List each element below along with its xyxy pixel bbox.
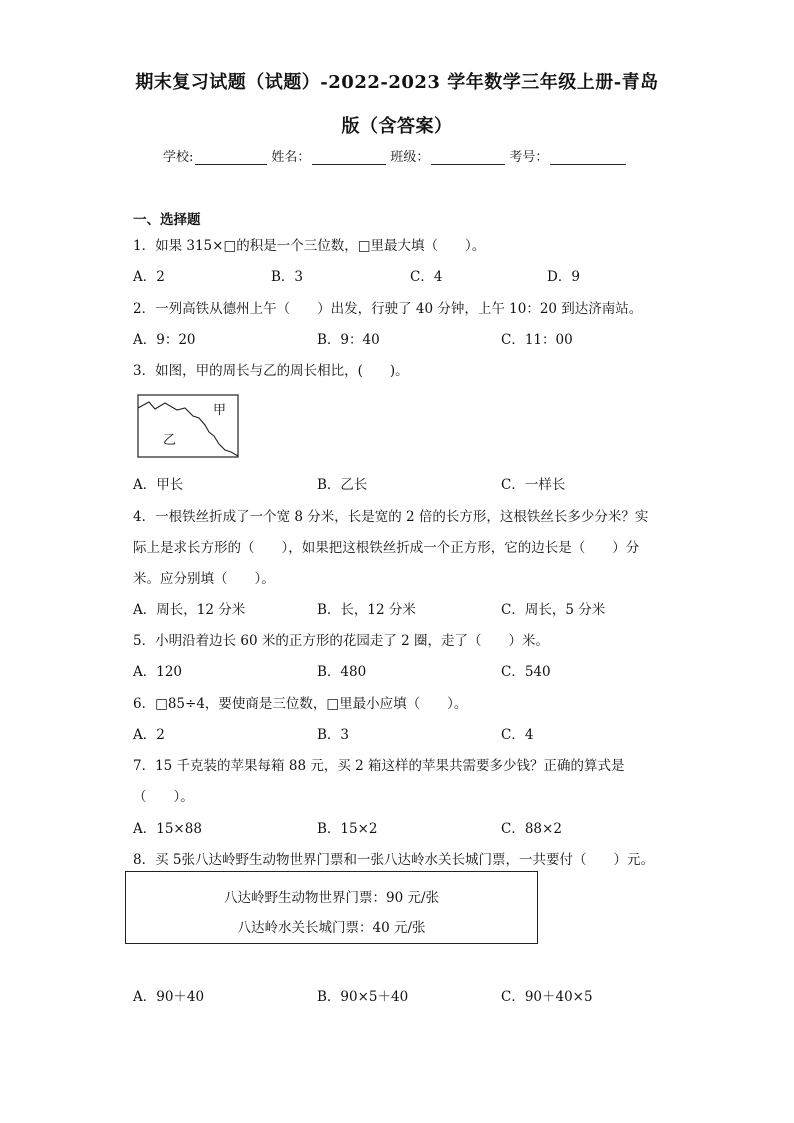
option-c: C．540: [501, 664, 551, 680]
student-info-row: [163, 146, 630, 165]
section-title: 一、选择题: [133, 212, 201, 228]
number-blank: [550, 150, 626, 165]
option-c: C．88×2: [501, 821, 562, 837]
perimeter-figure: [137, 394, 239, 458]
option-b: B．15×2: [317, 821, 378, 837]
option-a: A．2: [133, 269, 165, 285]
number-label: 考号：: [509, 150, 549, 165]
school-label: 学校:: [163, 150, 194, 165]
option-a: A．甲长: [133, 477, 184, 493]
option-c: C．4: [410, 269, 443, 285]
option-b: B．9：40: [317, 332, 380, 348]
option-c: C．11：00: [501, 332, 573, 348]
question-8-text: 8．买 5张八达岭野生动物世界门票和一张八达岭水关长城门票，一共要付（ ）元。: [133, 852, 654, 868]
option-d: D．9: [547, 269, 580, 285]
option-a: A．15×88: [133, 821, 202, 837]
name-blank: [312, 150, 386, 165]
page-title-line1: 期末复习试题（试题）-2022-2023 学年数学三年级上册-青岛: [135, 72, 659, 93]
option-c: C．周长，5 分米: [501, 602, 606, 618]
option-c: C．90＋40×5: [501, 989, 593, 1005]
option-b: B．3: [317, 727, 350, 743]
option-a: A．周长，12 分米: [133, 602, 246, 618]
question-1-text: 1．如果 315×□的积是一个三位数，□里最大填（ ）。: [133, 238, 486, 254]
question-4-text-line3: 米。应分别填（ ）。: [133, 571, 275, 587]
option-a: A．120: [133, 664, 183, 680]
question-3-text: 3．如图，甲的周长与乙的周长相比，( )。: [133, 363, 409, 379]
option-b: B．3: [271, 269, 304, 285]
question-2-text: 2．一列高铁从德州上午（ ）出发，行驶了 40 分钟，上午 10：20 到达济南站。: [133, 301, 643, 317]
ticket-price-line-2: 八达岭水关长城门票：40 元/张: [237, 920, 426, 936]
question-7-text-line1: 7．15 千克装的苹果每箱 88 元，买 2 箱这样的苹果共需要多少钱？正确的算式是: [133, 758, 625, 774]
option-a: A．90＋40: [133, 989, 205, 1005]
class-label: 班级：: [390, 150, 430, 165]
label-yi: 乙: [163, 433, 177, 448]
option-b: B．乙长: [317, 477, 368, 493]
option-b: B．长，12 分米: [317, 602, 416, 618]
school-blank: [195, 150, 267, 165]
option-b: B．90×5＋40: [317, 989, 409, 1005]
ticket-price-box: [125, 871, 538, 944]
question-4-text-line2: 际上是求长方形的（ ），如果把这根铁丝折成一个正方形，它的边长是（ ）分: [133, 540, 640, 556]
name-label: 姓名：: [271, 150, 311, 165]
option-a: A．9：20: [133, 332, 196, 348]
option-c: C．一样长: [501, 477, 566, 493]
class-blank: [431, 150, 505, 165]
option-a: A．2: [133, 727, 165, 743]
page-title-line2: 版（含答案）: [341, 116, 453, 137]
question-5-text: 5．小明沿着边长 60 米的正方形的花园走了 2 圈，走了（ ）米。: [133, 633, 550, 649]
question-6-text: 6．□85÷4，要使商是三位数，□里最小应填（ ）。: [133, 696, 468, 712]
question-4-text-line1: 4．一根铁丝折成了一个宽 8 分米，长是宽的 2 倍的长方形，这根铁丝长多少分米？实: [133, 509, 649, 525]
ticket-price-line-1: 八达岭野生动物世界门票：90 元/张: [223, 890, 440, 906]
option-b: B．480: [317, 664, 367, 680]
label-jia: 甲: [213, 403, 227, 418]
question-7-text-line2: （ ）。: [133, 789, 194, 805]
option-c: C．4: [501, 727, 534, 743]
